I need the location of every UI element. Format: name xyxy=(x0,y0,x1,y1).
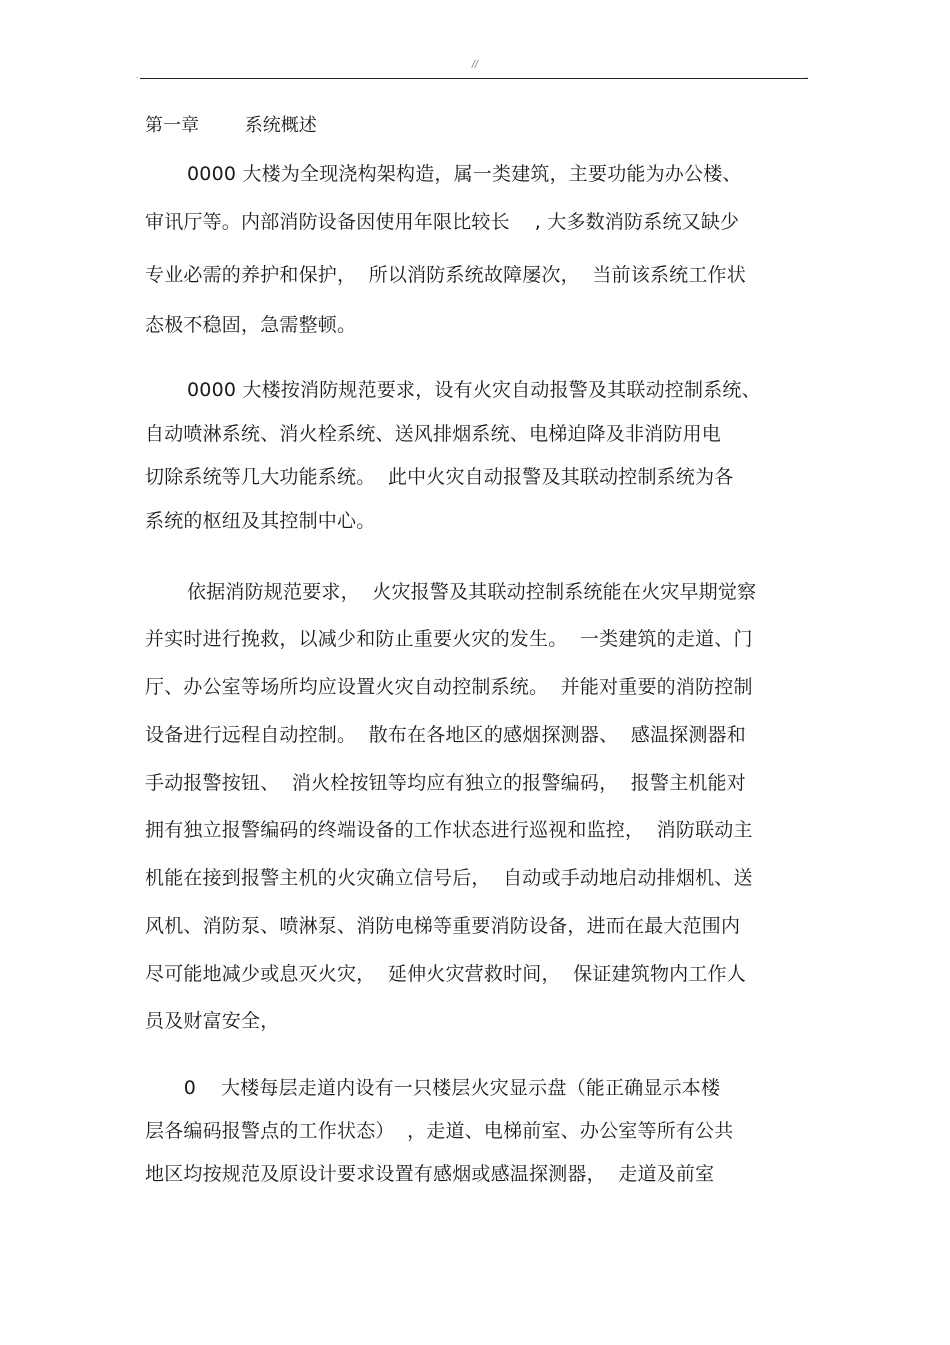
paragraph-1-line-4: 态极不稳固，急需整顿。 xyxy=(145,314,357,336)
paragraph-3-line-6: 拥有独立报警编码的终端设备的工作状态进行巡视和监控， 消防联动主 xyxy=(145,819,753,841)
paragraph-3-line-2: 并实时进行挽救，以减少和防止重要火灾的发生。 一类建筑的走道、门 xyxy=(145,628,753,650)
paragraph-3-line-3: 厅、办公室等场所均应设置火灾自动控制系统。 并能对重要的消防控制 xyxy=(145,676,753,698)
paragraph-3-line-9: 尽可能地减少或息灭火灾， 延伸火灾营救时间， 保证建筑物内工作人 xyxy=(145,963,746,985)
header-mark: // xyxy=(471,60,479,70)
paragraph-1-line-3: 专业必需的养护和保护， 所以消防系统故障屡次， 当前该系统工作状 xyxy=(145,264,746,286)
paragraph-1-line-2: 审讯厅等。内部消防设备因使用年限比较长 , 大多数消防系统又缺少 xyxy=(145,211,740,233)
paragraph-3-line-8: 风机、消防泵、喷淋泵、消防电梯等重要消防设备，进而在最大范围内 xyxy=(145,915,741,937)
paragraph-3-line-5: 手动报警按钮、 消火栓按钮等均应有独立的报警编码， 报警主机能对 xyxy=(145,772,746,794)
paragraph-2-line-2: 自动喷淋系统、消火栓系统、送风排烟系统、电梯迫降及非消防用电 xyxy=(145,423,722,445)
paragraph-1-line-1: 0000 大楼为全现浇构架构造，属一类建筑，主要功能为办公楼、 xyxy=(187,163,742,185)
paragraph-3-line-1: 依据消防规范要求， 火灾报警及其联动控制系统能在火灾早期觉察 xyxy=(187,581,757,603)
paragraph-3-line-7: 机能在接到报警主机的火灾确立信号后， 自动或手动地启动排烟机、送 xyxy=(145,867,753,889)
paragraph-3-line-4: 设备进行远程自动控制。 散布在各地区的感烟探测器、 感温探测器和 xyxy=(145,724,746,746)
paragraph-4-line-1: 0 大楼每层走道内设有一只楼层火灾显示盘（能正确显示本楼 xyxy=(165,1077,721,1099)
paragraph-4-line-2: 层各编码报警点的工作状态） ，走道、电梯前室、办公室等所有公共 xyxy=(145,1120,734,1142)
paragraph-2-line-1: 0000 大楼按消防规范要求，设有火灾自动报警及其联动控制系统、 xyxy=(187,379,761,401)
header-rule-tick-left: - xyxy=(136,74,139,82)
paragraph-2-line-3: 切除系统等几大功能系统。 此中火灾自动报警及其联动控制系统为各 xyxy=(145,466,734,488)
header-rule-tick-right: - xyxy=(805,74,808,82)
paragraph-3-line-10: 员及财富安全， xyxy=(145,1010,280,1032)
chapter-title: 第一章 系统概述 xyxy=(145,115,317,136)
paragraph-2-line-4: 系统的枢纽及其控制中心。 xyxy=(145,510,376,532)
paragraph-4-line-3: 地区均按规范及原设计要求设置有感烟或感温探测器， 走道及前室 xyxy=(145,1163,715,1185)
header-rule xyxy=(140,78,808,79)
